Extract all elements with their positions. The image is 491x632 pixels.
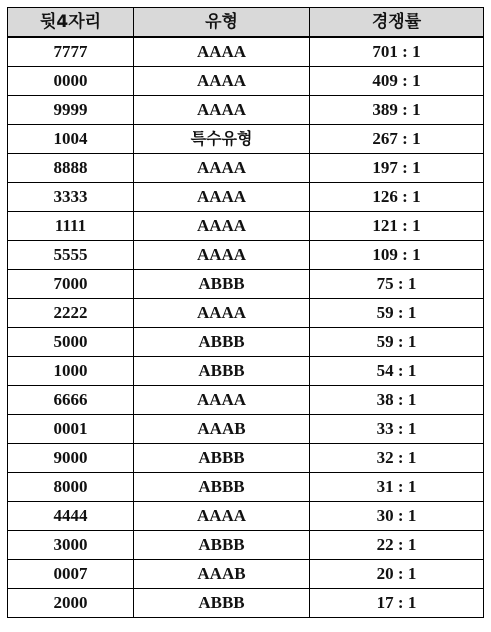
- cell-last-four-digits: 3000: [8, 531, 134, 560]
- cell-type: AAAA: [134, 96, 310, 125]
- cell-competition-rate: 121 : 1: [310, 212, 484, 241]
- cell-type: AAAA: [134, 241, 310, 270]
- cell-competition-rate: 33 : 1: [310, 415, 484, 444]
- cell-type: ABBB: [134, 589, 310, 618]
- table-row: [8, 444, 484, 473]
- cell-competition-rate: 54 : 1: [310, 357, 484, 386]
- table-row: [8, 183, 484, 212]
- cell-last-four-digits: 7000: [8, 270, 134, 299]
- cell-last-four-digits: 8888: [8, 154, 134, 183]
- cell-last-four-digits: 2222: [8, 299, 134, 328]
- cell-competition-rate: 126 : 1: [310, 183, 484, 212]
- cell-last-four-digits: 1111: [8, 212, 134, 241]
- table-row: [8, 560, 484, 589]
- cell-last-four-digits: 3333: [8, 183, 134, 212]
- cell-type: AAAA: [134, 37, 310, 67]
- competition-rate-table: [7, 7, 484, 618]
- cell-competition-rate: 197 : 1: [310, 154, 484, 183]
- cell-competition-rate: 31 : 1: [310, 473, 484, 502]
- cell-competition-rate: 75 : 1: [310, 270, 484, 299]
- table-body: [8, 37, 484, 618]
- cell-competition-rate: 17 : 1: [310, 589, 484, 618]
- table-row: [8, 357, 484, 386]
- table-row: [8, 270, 484, 299]
- cell-competition-rate: 22 : 1: [310, 531, 484, 560]
- cell-type: AAAB: [134, 560, 310, 589]
- header-last-four-digits: 뒷4자리: [8, 8, 134, 38]
- cell-last-four-digits: 4444: [8, 502, 134, 531]
- table-row: [8, 299, 484, 328]
- cell-type: ABBB: [134, 270, 310, 299]
- cell-type: ABBB: [134, 328, 310, 357]
- cell-competition-rate: 59 : 1: [310, 328, 484, 357]
- cell-type: AAAA: [134, 67, 310, 96]
- cell-type: AAAB: [134, 415, 310, 444]
- cell-competition-rate: 267 : 1: [310, 125, 484, 154]
- cell-type: AAAA: [134, 183, 310, 212]
- cell-type: 특수유형: [134, 125, 310, 154]
- table-row: [8, 125, 484, 154]
- cell-competition-rate: 109 : 1: [310, 241, 484, 270]
- table-row: [8, 473, 484, 502]
- table-row: [8, 67, 484, 96]
- cell-last-four-digits: 0000: [8, 67, 134, 96]
- cell-competition-rate: 701 : 1: [310, 37, 484, 67]
- cell-type: ABBB: [134, 357, 310, 386]
- cell-type: AAAA: [134, 154, 310, 183]
- cell-type: ABBB: [134, 531, 310, 560]
- cell-competition-rate: 409 : 1: [310, 67, 484, 96]
- cell-last-four-digits: 1004: [8, 125, 134, 154]
- cell-type: AAAA: [134, 386, 310, 415]
- cell-last-four-digits: 5000: [8, 328, 134, 357]
- cell-last-four-digits: 0001: [8, 415, 134, 444]
- table-header: [8, 8, 484, 38]
- cell-last-four-digits: 2000: [8, 589, 134, 618]
- table-row: [8, 328, 484, 357]
- cell-competition-rate: 32 : 1: [310, 444, 484, 473]
- table-row: [8, 502, 484, 531]
- cell-last-four-digits: 9999: [8, 96, 134, 125]
- cell-last-four-digits: 7777: [8, 37, 134, 67]
- cell-competition-rate: 389 : 1: [310, 96, 484, 125]
- cell-last-four-digits: 6666: [8, 386, 134, 415]
- cell-type: ABBB: [134, 444, 310, 473]
- cell-last-four-digits: 1000: [8, 357, 134, 386]
- table-row: [8, 415, 484, 444]
- table-row: [8, 589, 484, 618]
- competition-table-container: [7, 7, 484, 618]
- cell-type: AAAA: [134, 502, 310, 531]
- header-type: 유형: [134, 8, 310, 38]
- cell-competition-rate: 38 : 1: [310, 386, 484, 415]
- header-competition-rate: 경쟁률: [310, 8, 484, 38]
- cell-type: ABBB: [134, 473, 310, 502]
- table-row: [8, 212, 484, 241]
- cell-type: AAAA: [134, 299, 310, 328]
- table-row: [8, 531, 484, 560]
- table-row: [8, 241, 484, 270]
- cell-competition-rate: 59 : 1: [310, 299, 484, 328]
- table-row: [8, 96, 484, 125]
- table-row: [8, 37, 484, 67]
- cell-last-four-digits: 0007: [8, 560, 134, 589]
- cell-competition-rate: 20 : 1: [310, 560, 484, 589]
- cell-last-four-digits: 5555: [8, 241, 134, 270]
- cell-last-four-digits: 9000: [8, 444, 134, 473]
- table-row: [8, 386, 484, 415]
- cell-competition-rate: 30 : 1: [310, 502, 484, 531]
- cell-last-four-digits: 8000: [8, 473, 134, 502]
- cell-type: AAAA: [134, 212, 310, 241]
- table-row: [8, 154, 484, 183]
- header-row: [8, 8, 484, 38]
